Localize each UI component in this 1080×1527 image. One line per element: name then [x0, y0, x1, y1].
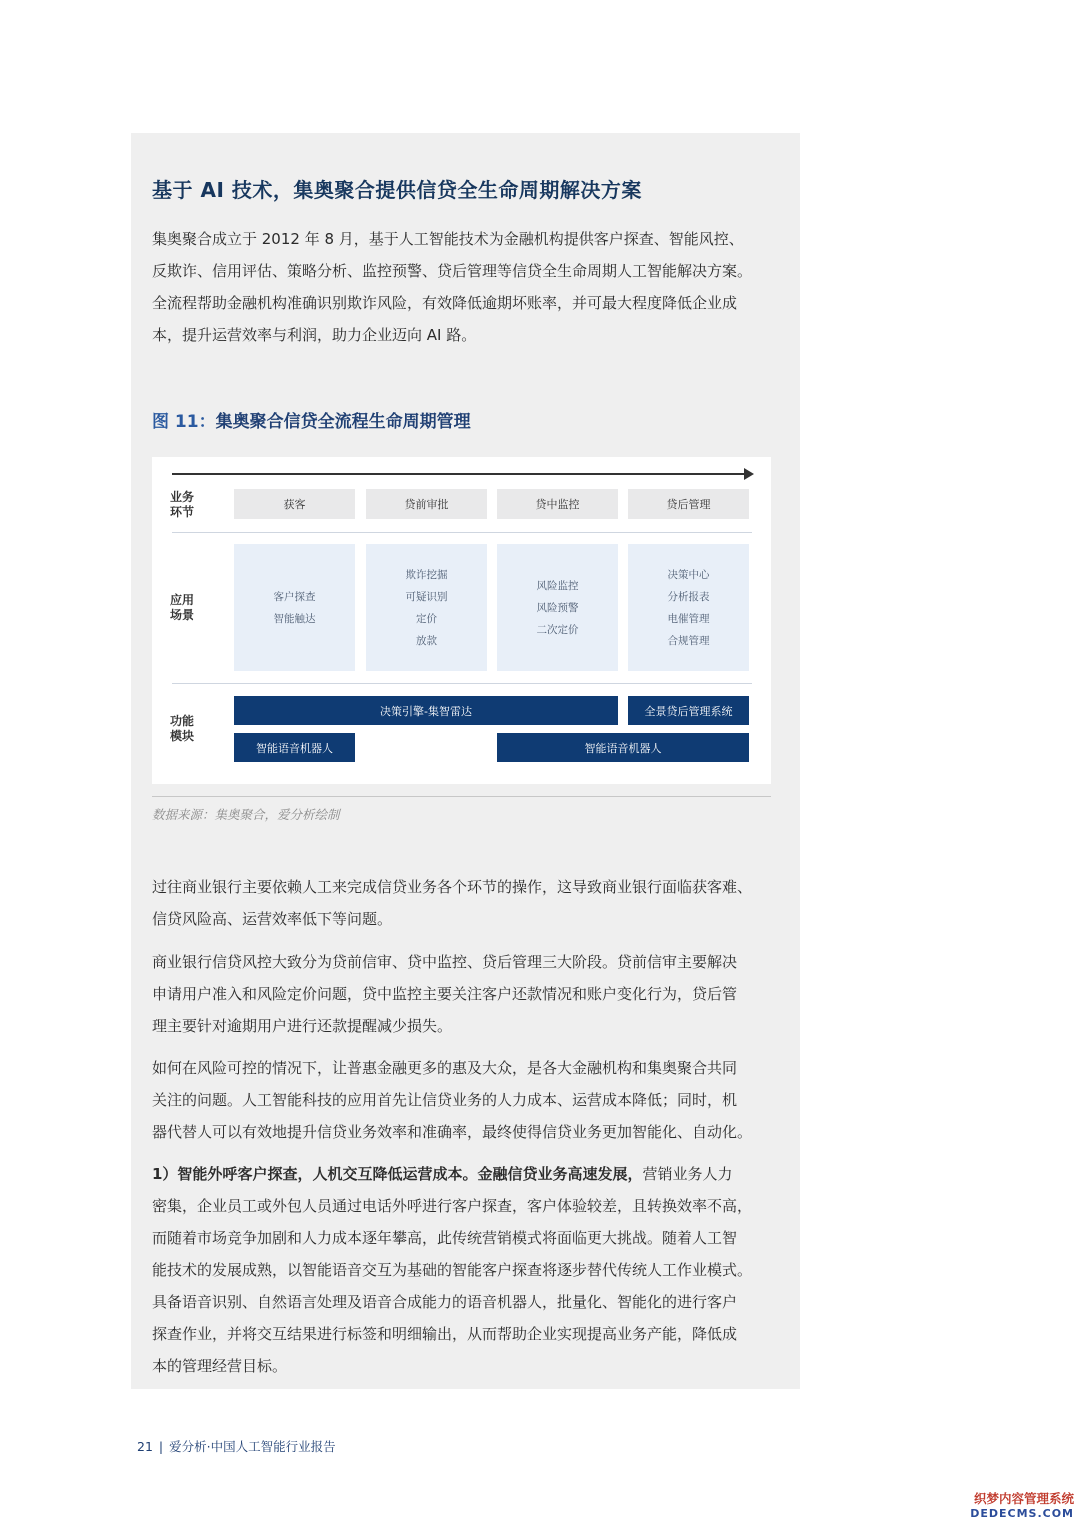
- intro-line: 反欺诈、信用评估、策略分析、监控预警、贷后管理等信贷全生命周期人工智能解决方案。: [152, 262, 753, 280]
- scenario-item: 放款: [416, 634, 437, 647]
- scenario-box-acquisition: [234, 544, 355, 671]
- scenario-item: 客户探查: [273, 590, 316, 603]
- point-first-line: [152, 1158, 792, 1190]
- intro-paragraph: [152, 223, 792, 351]
- point-line: 具备语音识别、自然语言处理及语音合成能力的语音机器人，批量化、智能化的进行客户: [152, 1293, 738, 1311]
- arrow-right-icon: [744, 468, 754, 480]
- body-paragraph: [152, 946, 792, 1042]
- point-line: 本的管理经营目标。: [152, 1357, 288, 1375]
- lifecycle-diagram: [152, 457, 771, 784]
- body-paragraph: [152, 871, 792, 935]
- scenario-item: 风险监控: [536, 579, 579, 592]
- intro-line: 集奥聚合成立于 2012 年 8 月，基于人工智能技术为金融机构提供客户探查、智能风控、: [152, 230, 744, 248]
- point-paragraph: [152, 1158, 792, 1382]
- scenario-item: 决策中心: [667, 568, 710, 581]
- module-voice-robot-right: 智能语音机器人: [497, 733, 749, 762]
- figure-source: 数据来源：集奥聚合，爱分析绘制: [152, 807, 340, 822]
- scenario-item: 电催管理: [667, 612, 710, 625]
- body-line: 信贷风险高、运营效率低下等问题。: [152, 910, 393, 928]
- stage-postloan: 贷后管理: [628, 489, 749, 519]
- module-postloan-system: 全景贷后管理系统: [628, 696, 749, 725]
- footer-divider: |: [158, 1439, 164, 1454]
- page-footer: [137, 1437, 336, 1455]
- body-paragraph: [152, 1052, 792, 1148]
- body-line: 关注的问题。人工智能科技的应用首先让信贷业务的人力成本、运营成本降低；同时，机: [152, 1091, 738, 1109]
- body-line: 理主要针对逾期用户进行还款提醒减少损失。: [152, 1017, 453, 1035]
- scenario-box-preloan: [366, 544, 487, 671]
- source-divider: [152, 796, 771, 797]
- row-label-business: 业务 环节: [170, 490, 195, 519]
- point-line: 密集，企业员工或外包人员通过电话外呼进行客户探查，客户体验较差，且转换效率不高，: [152, 1197, 753, 1215]
- scenario-item: 欺诈挖掘: [405, 568, 448, 581]
- scenario-item: 定价: [416, 612, 437, 625]
- body-line: 如何在风险可控的情况下，让普惠金融更多的惠及大众，是各大金融机构和集奥聚合共同: [152, 1059, 738, 1077]
- row-separator: [172, 683, 752, 684]
- scenario-item: 智能触达: [273, 612, 316, 625]
- body-line: 申请用户准入和风险定价问题，贷中监控主要关注客户还款情况和账户变化行为，贷后管: [152, 985, 738, 1003]
- figure-title: [152, 407, 471, 432]
- row-label-module: 功能 模块: [170, 714, 195, 743]
- point-heading: 1）智能外呼客户探查，人机交互降低运营成本。金融信贷业务高速发展，: [152, 1165, 643, 1183]
- stage-preloan: 贷前审批: [366, 489, 487, 519]
- scenario-box-inloan: [497, 544, 618, 671]
- module-voice-robot-left: 智能语音机器人: [234, 733, 355, 762]
- body-line: 商业银行信贷风控大致分为贷前信审、贷中监控、贷后管理三大阶段。贷前信审主要解决: [152, 953, 738, 971]
- watermark-line1: 织梦内容管理系统: [973, 1491, 1074, 1506]
- body-line: 器代替人可以有效地提升信贷业务效率和准确率，最终使得信贷业务更加智能化、自动化。: [152, 1123, 753, 1141]
- figure-caption: 集奥聚合信贷全流程生命周期管理: [215, 412, 471, 432]
- stage-inloan: 贷中监控: [497, 489, 618, 519]
- scenario-item: 可疑识别: [405, 590, 448, 603]
- point-line: 探查作业，并将交互结果进行标签和明细输出，从而帮助企业实现提高业务产能，降低成: [152, 1325, 738, 1343]
- section-heading: 基于 AI 技术，集奥聚合提供信贷全生命周期解决方案: [152, 178, 642, 202]
- watermark-logo: [964, 1491, 1074, 1521]
- module-decision-engine: 决策引擎-集智雷达: [234, 696, 618, 725]
- page-number: 21: [137, 1439, 153, 1454]
- scenario-box-postloan: [628, 544, 749, 671]
- intro-line: 本，提升运营效率与利润，助力企业迈向 AI 路。: [152, 326, 477, 344]
- footer-title: 爱分析·中国人工智能行业报告: [169, 1439, 336, 1454]
- row-separator: [172, 532, 752, 533]
- scenario-item: 风险预警: [536, 601, 579, 614]
- point-line: 能技术的发展成熟，以智能语音交互为基础的智能客户探查将逐步替代传统人工作业模式。: [152, 1261, 753, 1279]
- scenario-item: 二次定价: [536, 623, 579, 636]
- point-line: 而随着市场竞争加剧和人力成本逐年攀高，此传统营销模式将面临更大挑战。随着人工智: [152, 1229, 738, 1247]
- scenario-item: 合规管理: [667, 634, 710, 647]
- intro-line: 全流程帮助金融机构准确识别欺诈风险，有效降低逾期坏账率，并可最大程度降低企业成: [152, 294, 738, 312]
- body-line: 过往商业银行主要依赖人工来完成信贷业务各个环节的操作，这导致商业银行面临获客难、: [152, 878, 753, 896]
- row-label-scenario: 应用 场景: [170, 593, 195, 622]
- figure-number: 图 11：: [152, 412, 216, 432]
- watermark-line2: DEDECMS.COM: [970, 1507, 1074, 1520]
- timeline-arrow-line: [172, 473, 746, 475]
- point-line: 营销业务人力: [642, 1165, 733, 1183]
- stage-acquisition: 获客: [234, 489, 355, 519]
- scenario-item: 分析报表: [667, 590, 710, 603]
